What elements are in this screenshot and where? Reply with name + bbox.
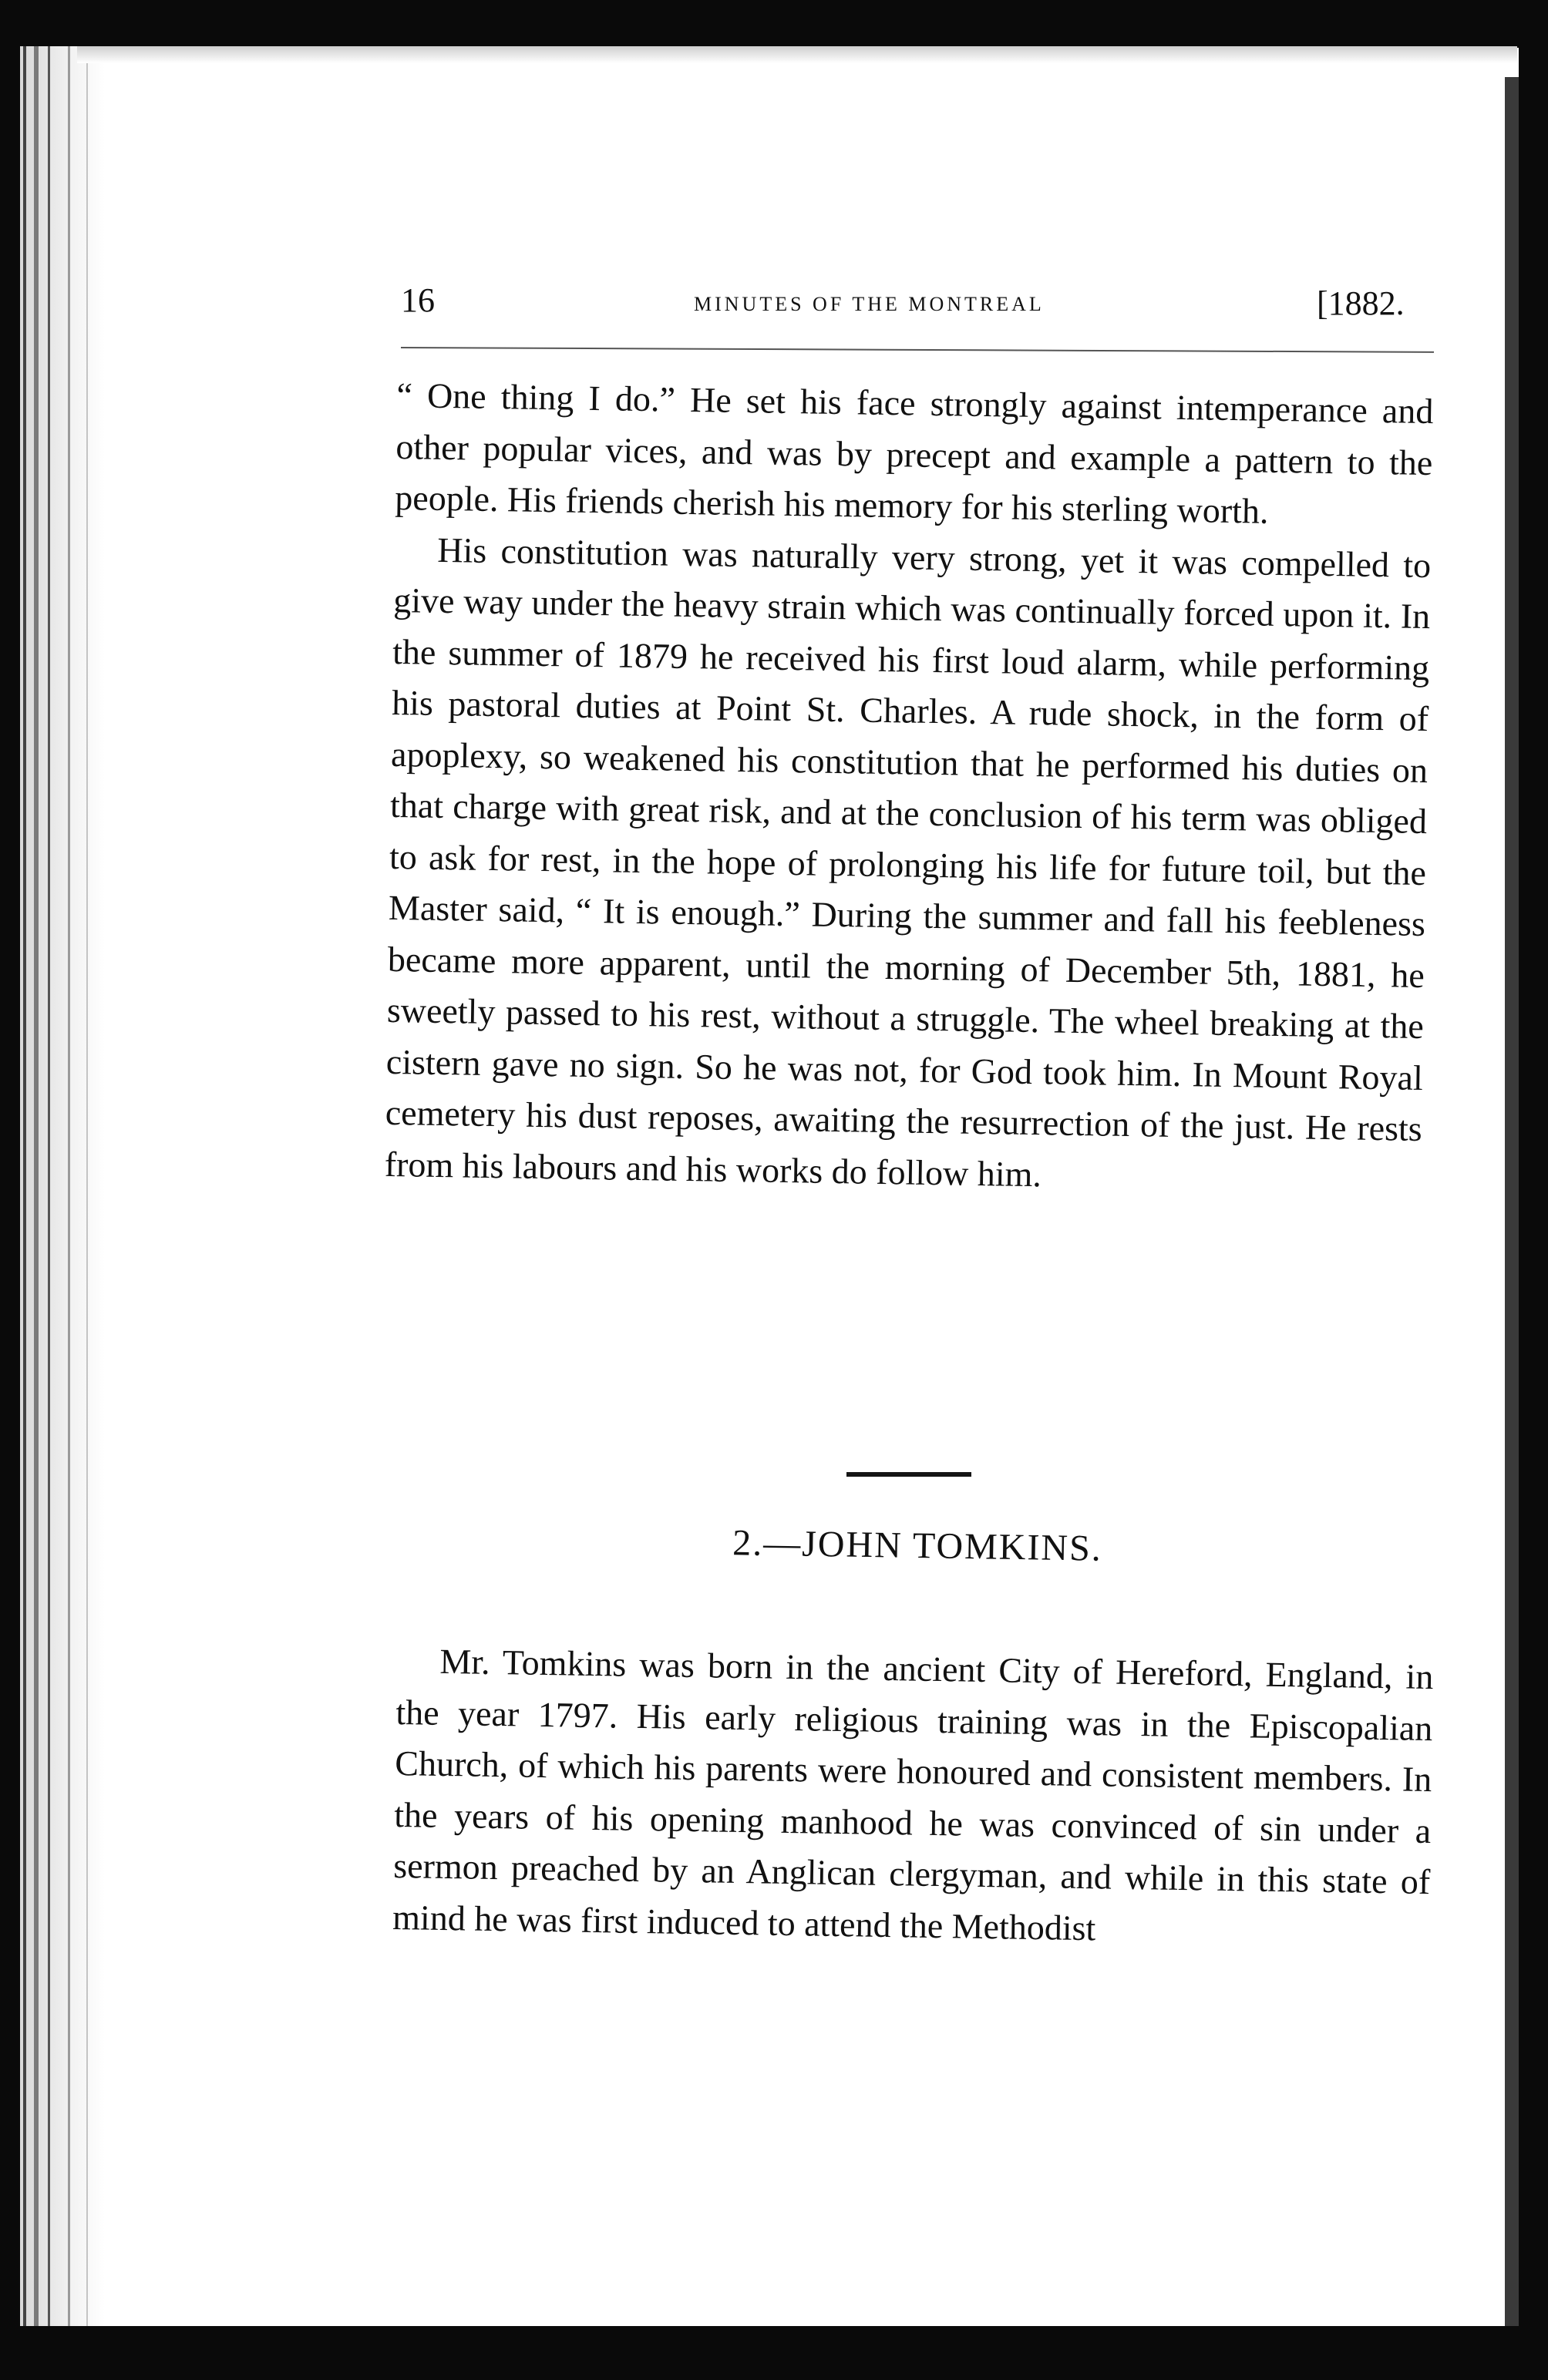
page-edge [86,46,88,2326]
section-divider-rule [846,1472,971,1477]
page-edge [48,46,50,2326]
page-edge [34,46,39,2326]
section-2-body [392,1635,1434,1959]
running-head-title: MINUTES OF THE MONTREAL [694,293,1045,315]
scanner-frame-right [1519,0,1548,2380]
paragraph: Mr. Tomkins was born in the ancient City of Hereford, England, in the year 1797. His early religious training was in the Episcopalian Church, of which his parents were honoured and consistent members. In the years of his opening manhood he was convinced of sin under a sermon preached by an Anglican clergyman, and while in this state of mind he was first induced to attend the Methodist [392,1641,1434,1948]
section-1-continuation [384,370,1434,1206]
running-head [401,281,1465,342]
page-top-edge [77,46,1517,63]
page-edge [23,46,26,2326]
running-head-year: [1882. [1317,284,1405,322]
running-head-rule [401,347,1434,353]
scanner-frame-left [0,0,20,2380]
page-gutter-shade [20,46,105,2326]
page-number: 16 [401,281,435,319]
paragraph: His constitution was naturally very strong, yet it was compelled to give way under the heavy strain which was continually forced upon it. In the summer of 1879 he received his first loud alarm, while performing his pastoral duties at Point St. Charles. A rude shock, in the form of apoplexy, so weakened his constitution that he performed his duties on that charge with great risk, and at the conclusion of his term was obliged to ask for rest, in the hope of prolonging his life for future toil, but the Master said, “ It is enough.” During the summer and fall his feebleness became more apparent, until the morning of December 5th, 1881, he sweetly passed to his rest, without a struggle. The wheel breaking at the cistern gave no sign. So he was not, for God took him. In Mount Royal cemetery his dust reposes, awaiting the resurrection of the just. He rests from his labours and his works do follow him. [384,529,1432,1194]
scanner-frame-top [0,0,1548,48]
scanner-frame-bottom [0,2326,1548,2380]
page-edge [68,46,70,2326]
paragraph: “ One thing I do.” He set his face strongly against intemperance and other popular vices, and was by precept and example a pattern to the people. His friends cherish his memory for his sterling worth. [394,375,1434,531]
page-right-shadow [1505,77,1519,2326]
section-heading: 2.—JOHN TOMKINS. [732,1522,1103,1569]
